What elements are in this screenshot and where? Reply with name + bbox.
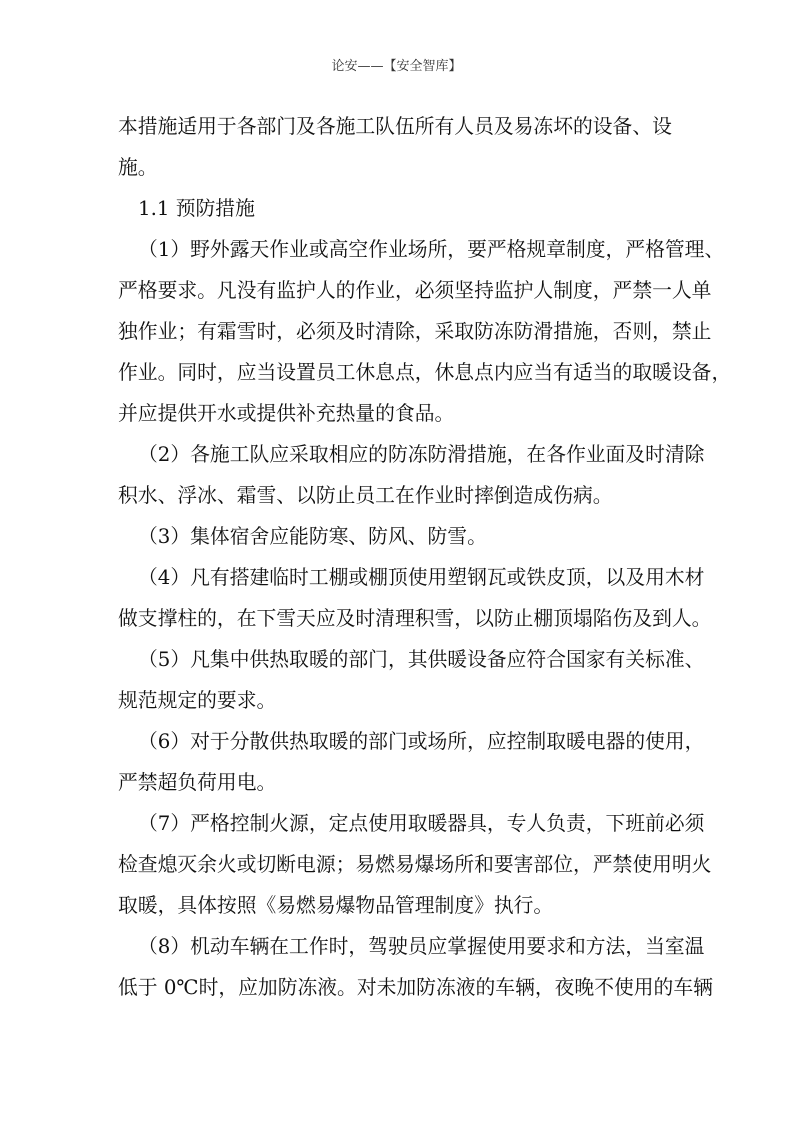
text-line: 做支撑柱的，在下雪天应及时清理积雪，以防止棚顶塌陷伤及到人。 (118, 607, 712, 630)
paragraph (118, 721, 705, 803)
text-line: （2）各施工队应采取相应的防冻防滑措施，在各作业面及时清除 (138, 443, 705, 466)
document-body (118, 106, 732, 1008)
page-header: 论安——【安全智库】 (331, 59, 462, 74)
text-line: （6）对于分散供热取暖的部门或场所，应控制取暖电器的使用， (138, 730, 705, 753)
paragraph (118, 803, 712, 926)
paragraph (118, 639, 705, 721)
text-line: 作业。同时，应当设置员工休息点，休息点内应当有适当的取暖设备， (118, 361, 732, 384)
paragraph (118, 188, 678, 229)
paragraph (118, 557, 712, 639)
paragraph (118, 434, 705, 516)
text-line: 施。 (118, 156, 158, 179)
text-line: 低于 0℃时，应加防冻液。对未加防冻液的车辆，夜晚不使用的车辆 (118, 976, 713, 999)
text-line: （4）凡有搭建临时工棚或棚顶使用塑钢瓦或铁皮顶，以及用木材 (138, 566, 705, 589)
text-line: （5）凡集中供热取暖的部门，其供暖设备应符合国家有关标准、 (138, 648, 705, 671)
text-line: 严禁超负荷用电。 (118, 771, 277, 794)
text-line: （7）严格控制火源，定点使用取暖器具，专人负责，下班前必须 (138, 812, 705, 835)
text-line: 并应提供开水或提供补充热量的食品。 (118, 402, 455, 425)
text-line: 取暖，具体按照《易燃易爆物品管理制度》执行。 (118, 894, 554, 917)
paragraph (118, 106, 678, 188)
paragraph (118, 516, 678, 557)
paragraph (118, 229, 732, 434)
text-line: 检查熄灭余火或切断电源；易燃易爆场所和要害部位，严禁使用明火 (118, 853, 712, 876)
text-line: 1.1 预防措施 (138, 197, 255, 220)
paragraph (118, 926, 713, 1008)
text-line: 规范规定的要求。 (118, 689, 277, 712)
text-line: 积水、浮冰、霜雪、以防止员工在作业时摔倒造成伤病。 (118, 484, 613, 507)
text-line: （8）机动车辆在工作时，驾驶员应掌握使用要求和方法，当室温 (138, 935, 705, 958)
text-line: 本措施适用于各部门及各施工队伍所有人员及易冻坏的设备、设 (118, 115, 672, 138)
text-line: （3）集体宿舍应能防寒、防风、防雪。 (138, 525, 487, 548)
text-line: 独作业；有霜雪时，必须及时清除，采取防冻防滑措施，否则，禁止 (118, 320, 712, 343)
text-line: （1）野外露天作业或高空作业场所，要严格规章制度，严格管理、 (138, 238, 725, 261)
text-line: 严格要求。凡没有监护人的作业，必须坚持监护人制度，严禁一人单 (118, 279, 712, 302)
